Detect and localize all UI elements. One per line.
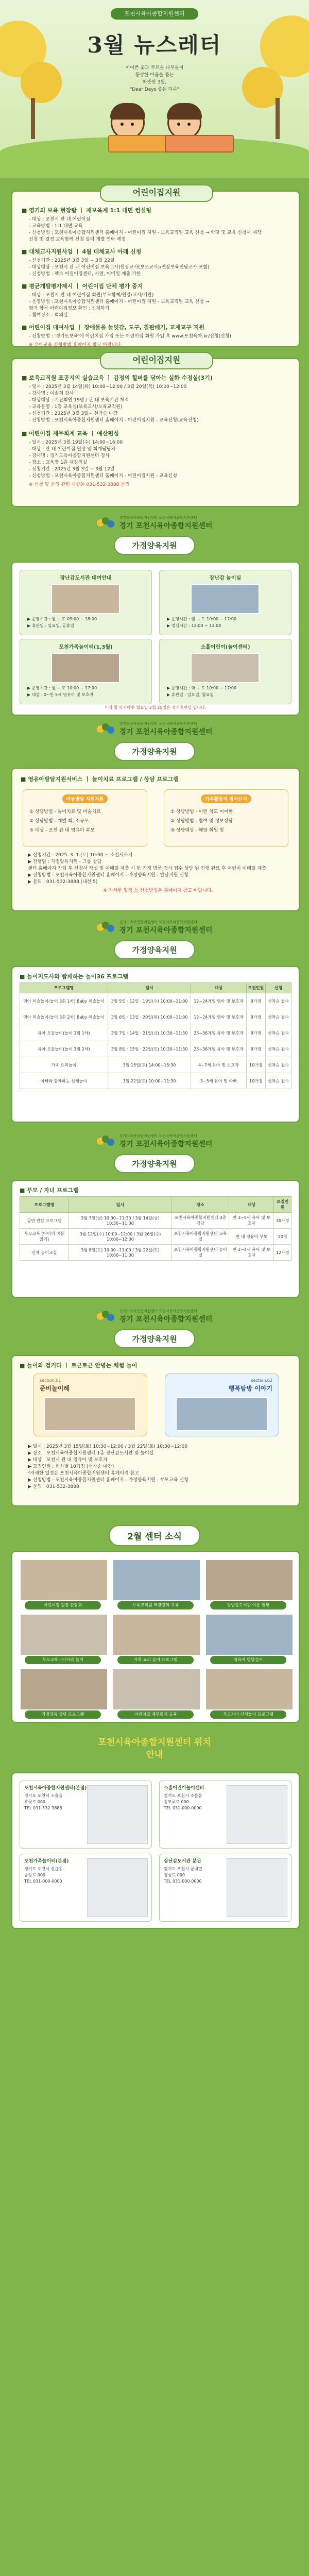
- experience-card-2: section.02 행복탐방 이야기: [165, 1374, 279, 1436]
- location-box: 장난감도서관 분관 경기도 포천시 군내면 청성로 000 TEL 031-000-0000: [159, 1854, 291, 1922]
- hero-header: [0, 0, 309, 178]
- table-row: 유아 오감놀이(놀이 3회 1차) 3월 7일 · 14일 · 21일(금) 10:30~11:30 25~36개월 유아 및 보호자 8가정 선착순 접수: [20, 1025, 291, 1041]
- location-card: [11, 1772, 300, 1929]
- table-row: 아빠와 함께하는 신체놀이 3월 22일(토) 10:00~11:30 3~5세 유아 및 아빠 10가정 선착순 접수: [20, 1073, 291, 1089]
- table-row: 영아 미술놀이(놀이 3회 2차) Baby 미술놀이 3월 6일 · 13일 · 20일(목) 10:00~11:00 12~24개월 영아 및 보호자 8가정 선착순 접수: [20, 1009, 291, 1025]
- map-thumbnail[interactable]: [227, 1858, 287, 1917]
- table-row: 신체 놀이교실 3월 8일(토) 10:00~11:00 / 3월 22일(토) 10:00~11:00 포천시육아종합지원센터 놀이실 만 2~4세 유아 및 보호자 12가정: [20, 1245, 291, 1261]
- infant-support-card-2: 어린이집지원 ■ 보육교직원 표공지의 실습교육 ㅣ 감정의 힐버를 담아는 실화 수정실(3기) - 일시 : 2025년 3월 14일(화) 10:00~12:00 / 3월 20일(목) 10:00~12:00 - 강사명 : 이솔희 강사 - 대상대상 : 기관회원 19명 / 관 내 보육기관 재직 - 교육운영 : 1층 교육실(보육교사/보육교직원) - 신청기간 : 2025년 3월 3일~ 선착순 마감 - 신청방법 : 포천시육아종합지원센터 홈페이지 - 어린이집지원 - 교육신청(교육신청) ■ 어린이집 재무회계 교육 ㅣ 예산편성 - 일시 : 2025년 3월 19일(수) 14:00~16:00 - 대상 : 관 내 어린이집 원장 및 회계담당자 - 강사명 : 경기도육아종합지원센터 강사 - 장소 : 교육장 1층 대강의실 - 신청기간 : 2025년 3월 3일 ~ 3월 12일 - 신청방법 : 포천시육아종합지원센터 홈페이지 - 어린이집지원 - 교육신청 ※ 신청 및 문의 관련 사항은 031-532-3888 문의: [11, 358, 300, 507]
- section-header-home2: [0, 721, 309, 761]
- photo-caption: 보육교직원 역량강화 교육: [117, 1601, 194, 1609]
- block-heading: ■ 어린이집 재무회계 교육 ㅣ 예산편성: [22, 430, 119, 437]
- section-header-home3: [0, 920, 309, 959]
- section-title: 가정양육지원: [114, 742, 196, 761]
- center-news-card: [11, 1551, 300, 1723]
- block-heading: ■ 놀이지도사와 함께하는 놀이36 프로그램: [20, 973, 129, 980]
- play-program-card: [11, 966, 300, 1123]
- map-thumbnail[interactable]: [87, 1785, 148, 1844]
- experience-card-1: section.01 준비놀이해: [33, 1374, 147, 1436]
- table-row: 공연 관람 프로그램 3월 7일(금) 10:30~11:30 / 3월 14일(금) 10:30~11:30 포천시육아종합지원센터 3층 강당 만 3~5세 유아 및 보호자 30가정: [20, 1213, 291, 1229]
- development-support-card: ■ 영유아발달지원서비스 ㅣ 놀이치료 프로그램 / 상담 프로그램 아동발달 지원지원 ① 상담방법 - 놀이치료 및 미술치료 ② 상담방법 - 개별 회, 소규모 ③ 대상 - 포천 관 내 영유아 부모 가족활동의 정서신지 ① 상담방법 - 이런 치도 이어한 ② 상담방법 - 참여 및 정보상담 ③ 상담대상 - 해당 회원 및 ▶ 신청기간 : 2025. 3. 1.(토) 10:00 ~ 소진시까지 ▶ 진행일 : 가정양육지원 - 그룹 상담 센터 홈페이지 가입 후 신청서 작성 및 이메일 제출 시 한 가정 방문 검사 접수 상담 원 진행 완료 후 어린이 이메일 제출 ▶ 신청방법 : 포천시육아종합지원센터 홈페이지 - 가정양육지원 - 발달지원 신청 ▶ 문의 : 031-532-3888 (내선 5) ※ 자세한 일정 등 신청방법은 홈페이지 참고 바랍니다.: [11, 768, 300, 911]
- infant-support-card-1: 어린이집지원 ■ 영기의 보육 현장탐 ㅣ 재보육계 1:1 대면 컨설팅 - 대상 : 포천시 관 내 어린이집 - 교육방법 : 1:1 대면 교육 - 신청방법 : 포천시육아종합지원센터 홈페이지 - 어린이집 지원 - 보육교직원 교육 신청 → 학당 및 교육 신청서 제작 신청 및 결정 교육함께 신청 살펴 개별 연락 예정 ■ 대체교사지원사업 ㅣ 4월 대체교사 아래 신청 - 신청기간 : 2025년 3월 3일 ~ 3월 22일 - 대상대상 : 포천시 관 내 어린이집 보육교사(원장교사(보조교사)/연장보육전담교사 포함) - 신청방법 : 팩스 어린이집센터, 서면, 이메일 제출 기한 ■ 평균개발평가제시 ㅣ 어린이집 단체 평가 중지 - 대상 : 포천시 관 내 어린이집 회원(부모함께/원장/교사/기관) - 운영방법 : 포천시육아종합지원센터 홈페이지 - 어린이집 지원 - 보육교직원 교육 신청 → 평가 항목 어린이집정보 확인 : 신청하기 - 참여장소 : 회의실 ■ 어린이집 대여사업 ㅣ 장애물을 놀잇감, 도구, 칠판배기, 교재교구 지원 - 신청방법 : '경기도보육'에 어린이집 가입 또는 어린이집 회원 가입 후 www.포천육아.kr/신청(신청) ※ 유아교육 신청방법 홈페이지 참고 바랍니다.: [11, 191, 300, 347]
- location-box: 포천가족놀이터(분점) 경기도 포천시 신읍동 중앙로 000 TEL 031-000-0000: [20, 1854, 152, 1922]
- photo-caption: 영유아 발달검사: [210, 1656, 286, 1664]
- section-header-home5: [0, 1309, 309, 1348]
- page-title: 3월 뉴스레터: [87, 32, 222, 58]
- parent-child-program-card: [11, 1180, 300, 1298]
- block-heading: ■ 부모 / 자녀 프로그램: [20, 1187, 79, 1194]
- section-title: 가정양육지원: [114, 940, 196, 959]
- photo-caption: 어린이집 원장 간담회: [25, 1601, 101, 1609]
- section-title: 포천시육아종합지원센터 위치안내: [98, 1737, 211, 1760]
- section-title: 어린이집지원: [100, 184, 213, 202]
- photo-caption: 가족 요리 놀이 프로그램: [117, 1656, 194, 1664]
- program-box: 포천가족놀이터(1,3월) ▶ 운영시간 : 월 ~ 토 10:00 ~ 17:00 ▶ 대상 : 0~만 5세 영유아 및 보호자: [20, 639, 152, 704]
- section-header-location: [0, 1736, 309, 1761]
- home-support-programs-card: [11, 562, 300, 716]
- family-support-box: 가족활동의 정서신지 ① 상담방법 - 이런 치도 이어한 ② 상담방법 - 참여 및 정보상담 ③ 상담대상 - 해당 회원 및: [164, 789, 288, 847]
- block-heading: ■ 놀이와 걷기다 ㅣ 토근토근 안녕는 체험 놀이: [20, 1362, 138, 1369]
- center-logo: 경기도육아종합지원센터 포천시육아종합지원센터 경기 포천시육아종합지원센터: [0, 1133, 309, 1149]
- location-box: 포천시육아종합지원센터(본점) 경기도 포천시 소흘읍 호국로 000 TEL 031-532-3888: [20, 1781, 152, 1849]
- map-thumbnail[interactable]: [227, 1785, 287, 1844]
- center-logo: 경기도육아종합지원센터 포천시육아종합지원센터 경기 포천시육아종합지원센터: [0, 1309, 309, 1324]
- location-box: 소흘어린이놀이센터 경기도 포천시 소흘읍 솔모루로 000 TEL 031-000-0000: [159, 1781, 291, 1849]
- note-text: ※ 유아교육 신청방법 홈페이지 참고 바랍니다.: [29, 343, 123, 348]
- photo-caption: 부모교육 - 아이와 놀이: [25, 1656, 101, 1664]
- photo-caption: 가정양육 상담 프로그램: [25, 1710, 101, 1719]
- section-title: 가정양육지원: [114, 1329, 196, 1348]
- block-heading: ■ 영유아발달지원서비스 ㅣ 놀이치료 프로그램 / 상담 프로그램: [21, 776, 179, 783]
- child-support-box: 아동발달 지원지원 ① 상담방법 - 놀이치료 및 미술치료 ② 상담방법 - 개별 회, 소규모 ③ 대상 - 포천 관 내 영유아 부모: [23, 789, 147, 847]
- section-title: 어린이집지원: [100, 352, 213, 369]
- section-title: 가정양육지원: [114, 1154, 196, 1173]
- note-text: ※ 신청 및 문의 관련 사항은 031-532-3888 문의: [29, 482, 130, 487]
- table-row: 부모교육 (아이의 마음 읽기) 3월 12일(수) 10:00~12:00 / 3월 26일(수) 10:00~12:00 포천시육아종합지원센터 교육실 관 내 영유아 부모 20명: [20, 1229, 291, 1245]
- program-box: 소흘어린이(놀이센터) ▶ 운영시간 : 화 ~ 토 10:00 ~ 17:00 ▶ 휴관일 : 일요일, 월요일: [159, 639, 291, 704]
- page-footer-background: [0, 1942, 309, 2576]
- table-row: 영아 미술놀이(놀이 3회 1차) Baby 미술놀이 3월 5일 · 12일 · 19일(수) 10:00~11:00 12~24개월 영아 및 보호자 8가정 선착순 접수: [20, 993, 291, 1009]
- section-title: 가정양육지원: [114, 536, 196, 555]
- block-heading: ■ 영기의 보육 현장탐 ㅣ 재보육계 1:1 대면 컨설팅: [22, 207, 152, 214]
- note-text: * 매 월 마지막주 월요일 2월 25일은 정기휴관일 입니다.: [105, 705, 207, 710]
- photo-caption: 장난감도서관 이용 현황: [210, 1601, 286, 1609]
- program-box: 장난감 놀이실 ▶ 운영시간 : 월 ~ 토 10:00 ~ 17:00 ▶ 점심시간 : 12:00 ~ 13:00: [159, 570, 291, 635]
- table-row: 유아 오감놀이(놀이 3회 2차) 3월 8일 · 15일 · 22일(토) 10:30~11:30 25~36개월 유아 및 보호자 8가정 선착순 접수: [20, 1041, 291, 1057]
- map-thumbnail[interactable]: [87, 1858, 148, 1917]
- section-header-home4: [0, 1133, 309, 1173]
- program-table: 프로그램명 일시 대상 모집인원 신청 영아 미술놀이(놀이 3회 1차) Baby 미술놀이 3월 5일 · 12일 · 19일(수) 10:00~11:00 12~24개월 영아 및 보호자 8가정 선착순 접수 영아 미술놀이(놀이 3회 2차) Baby 미술놀이 3월 6일 · 13일 · 20일(목) 10:00~11:00 12~24개월 영아 및 보호자 8가정 선착순 접수 유아 오감놀이(놀이 3회 1차) 3월 7일 · 14일 · 21일(금) 10:30~11:30 25~36개월 유아 및 보호자 8가정 선착순 접수 유아 오감놀이(놀이 3회 2차) 3월 8일 · 15일 · 22일(토) 10:30~11:30 25~36개월 유아 및 보호자 8가정 선착순 접수 가족 요리놀이 3월 15일(토) 14:00~15:30 4~7세 유아 및 보호자 10가정 선착순 접수 아빠와 함께하는 신체놀이 3월 22일(토) 10:00~11:30 3~5세 유아 및 아빠 10가정 선착순 접수: [20, 982, 291, 1089]
- note-text: ※ 자세한 일정 등 신청방법은 홈페이지 참고 바랍니다.: [103, 888, 213, 893]
- block-heading: ■ 보육교직원 표공지의 실습교육 ㅣ 감정의 힐버를 담아는 실화 수정실(3기): [22, 375, 213, 381]
- program-table: 프로그램명 일시 장소 대상 모집인원 공연 관람 프로그램 3월 7일(금) 10:30~11:30 / 3월 14일(금) 10:30~11:30 포천시육아종합지원센터 3층 강당 만 3~5세 유아 및 보호자 30가정 부모교육 (아이의 마음 읽기) 3월 12일(수) 10:00~12:00 / 3월 26일(수) 10:00~12:00 포천시육아종합지원센터 교육실 관 내 영유아 부모 20명 신체 놀이교실 3월 8일(토) 10:00~11:00 / 3월 22일(토) 10:00~11:00 포천시육아종합지원센터 놀이실 만 2~4세 유아 및 보호자 12가정: [20, 1196, 291, 1261]
- section-title: 2월 센터 소식: [109, 1525, 200, 1546]
- block-heading: ■ 대체교사지원사업 ㅣ 4월 대체교사 아래 신청: [22, 248, 142, 255]
- block-heading: ■ 평균개발평가제시 ㅣ 어린이집 단체 평가 중지: [22, 283, 143, 290]
- section-header-home1: [0, 515, 309, 555]
- photo-caption: 어린이집 재무회계 교육: [117, 1710, 194, 1719]
- program-box: 장난감도서관 대여안내 ▶ 운영시간 : 월 ~ 토 09:00 ~ 18:00 ▶ 휴관일 : 일요일, 공휴일: [20, 570, 152, 635]
- center-logo: 경기도육아종합지원센터 포천시육아종합지원센터 경기 포천시육아종합지원센터: [0, 721, 309, 737]
- experience-play-card: ■ 놀이와 걷기다 ㅣ 토근토근 안녕는 체험 놀이 section.01 준비놀이해 section.02 행복탐방 이야기 ▶ 일시 : 2025년 3월 15일(토) 10:30~12:00 / 3월 22일(토) 10:30~12:00 ▶ 장소 : 포천시육아종합지원센터 1층 장난감도서관 및 놀이실 ▶ 대상 : 포천시 관 내 영유아 및 보호자 ▶ 모집인원 : 회차별 10가정 (선착순 마감) *자세한 일정은 포천시육아종합지원센터 홈페이지 참고 ▶ 신청방법 : 포천시육아종합지원센터 홈페이지 - 가정양육지원 - 부모교육 신청 ▶ 문의 : 031-532-3888: [11, 1355, 300, 1506]
- intro-text: 어여쁜 꽃과 푸르른 나무들이 풍성한 마음을 품는 따뜻한 3월, "Dear Days 좋은 하루": [125, 65, 184, 92]
- org-badge: 포천시육아종합지원센터: [111, 8, 198, 20]
- center-logo: 경기도육아종합지원센터 포천시육아종합지원센터 경기 포천시육아종합지원센터: [0, 515, 309, 531]
- photo-caption: 부모자녀 신체놀이 프로그램: [210, 1710, 286, 1719]
- table-row: 가족 요리놀이 3월 15일(토) 14:00~15:30 4~7세 유아 및 보호자 10가정 선착순 접수: [20, 1057, 291, 1073]
- center-logo: 경기도육아종합지원센터 포천시육아종합지원센터 경기 포천시육아종합지원센터: [0, 920, 309, 935]
- book-illustration: [165, 135, 234, 152]
- block-heading: ■ 어린이집 대여사업 ㅣ 장애물을 놀잇감, 도구, 칠판배기, 교재교구 지원: [22, 324, 204, 331]
- section-header-news: [0, 1520, 309, 1546]
